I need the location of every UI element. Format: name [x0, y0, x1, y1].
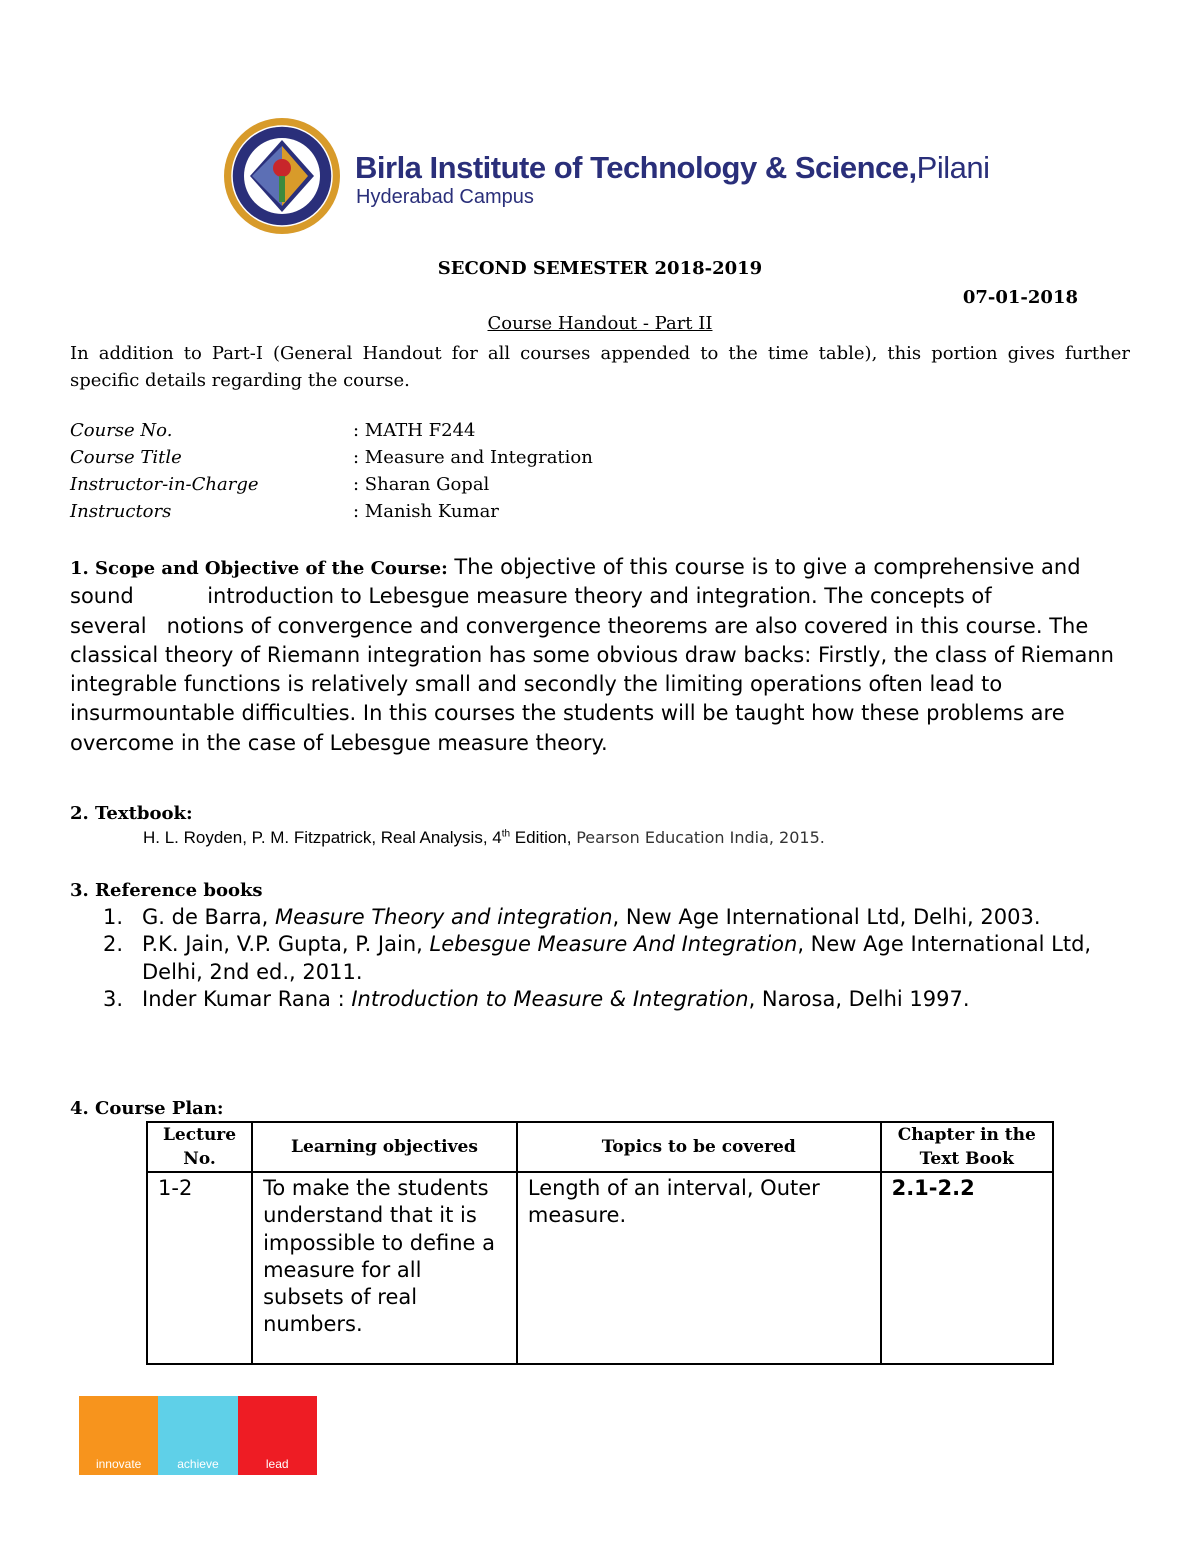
footer-lead-block: lead: [238, 1396, 317, 1475]
cell-chapter: 2.1-2.2: [881, 1172, 1053, 1364]
footer-innovate-block: innovate: [79, 1396, 158, 1475]
handout-title: Course Handout - Part II: [487, 313, 713, 334]
cell-lecture: 1-2: [147, 1172, 252, 1364]
cell-topics: Length of an interval, Outer measure.: [517, 1172, 881, 1364]
campus-name: Hyderabad Campus: [356, 186, 534, 208]
handout-date: 07-01-2018: [962, 287, 1078, 308]
course-info-row: Course Title : Measure and Integration: [70, 447, 593, 468]
reference-item: 3. Inder Kumar Rana : Introduction to Measure & Integration, Narosa, Delhi 1997.: [103, 986, 970, 1011]
header-topics: Topics to be covered: [517, 1122, 881, 1172]
header-learning-objectives: Learning objectives: [252, 1122, 517, 1172]
textbook-entry: H. L. Royden, P. M. Fitzpatrick, Real Analysis, 4th Edition, Pearson Education India, 2015.: [143, 828, 825, 847]
scope-heading: 1. Scope and Objective of the Course:: [70, 558, 448, 579]
header-lecture-no: Lecture No.: [147, 1122, 252, 1172]
semester-title: SECOND SEMESTER 2018-2019: [437, 258, 763, 279]
scope-text: The objective of this course is to give a comprehensive and sound introduction to Lebesgue measure theory and integration. The concepts of several notions of convergence and convergence theorems are also covered in this course. The classical theory of Riemann integration has some obvious draw backs: Firstly, the class of Riemann integrable functions is relatively small and secondly the limiting operations often lead to insurmountable difficulties. In this courses the students will be taught how these problems are overcome in the case of Lebesgue measure theory.: [70, 555, 1114, 755]
table-row: [147, 1172, 1053, 1364]
course-info-row: Instructors : Manish Kumar: [70, 501, 499, 522]
course-plan-table: [146, 1121, 1054, 1365]
institute-city: Pilani: [916, 150, 990, 185]
footer-achieve-block: achieve: [158, 1396, 237, 1475]
course-info-row: Instructor-in-Charge : Sharan Gopal: [70, 474, 490, 495]
institute-name: Birla Institute of Technology & Science,Pilani: [355, 150, 990, 185]
references-heading: 3. Reference books: [70, 880, 263, 901]
table-header-row: [147, 1122, 1053, 1172]
course-plan-heading: 4. Course Plan:: [70, 1098, 224, 1119]
footer-band: [79, 1396, 317, 1475]
reference-item: 2. P.K. Jain, V.P. Gupta, P. Jain, Lebesgue Measure And Integration, New Age International Ltd, Delhi, 2nd ed., 2011.: [103, 932, 1092, 984]
references-list: [103, 904, 1131, 1013]
reference-item: 1. G. de Barra, Measure Theory and integration, New Age International Ltd, Delhi, 2003.: [103, 905, 1041, 929]
intro-paragraph: In addition to Part-I (General Handout for all courses appended to the time table), this portion gives further specific details regarding the course.: [70, 343, 1130, 391]
header-chapter: Chapter in the Text Book: [881, 1122, 1053, 1172]
textbook-heading: 2. Textbook:: [70, 803, 193, 824]
course-info-row: Course No. : MATH F244: [70, 420, 476, 441]
scope-section: [70, 554, 1130, 759]
emblem-icon: [224, 118, 340, 234]
cell-objective: To make the students understand that it is impossible to define a measure for all subsets of real numbers.: [252, 1172, 517, 1364]
